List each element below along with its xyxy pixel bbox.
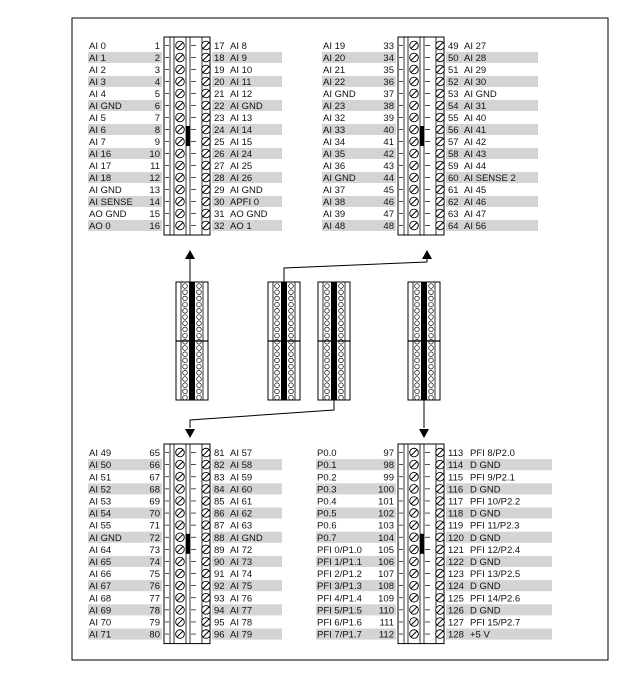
connection-line [190,400,334,428]
pin-number: 121 [448,544,464,556]
pin-number: 84 [214,484,225,496]
pin-label: AI 59 [230,472,253,484]
pin-label: AI 44 [464,161,487,172]
pin-label: AI 29 [464,65,487,76]
pin-number: 10 [149,149,160,160]
pin-label: AI 35 [323,149,346,160]
pin-number: 34 [383,53,394,64]
pin-number: 111 [379,617,394,629]
pin-number: 55 [448,113,459,124]
pin-label: AI 38 [323,197,346,208]
pin-number: 61 [448,185,459,196]
terminal-block-br [316,444,552,644]
terminal-connector [164,37,210,235]
pin-label: AI 31 [464,101,487,112]
pin-number: 87 [214,520,225,532]
pin-label: AO 1 [230,221,252,232]
terminal-block-tr [322,37,538,235]
pin-label: AI GND [323,89,356,100]
pin-number: 116 [448,484,464,496]
pin-number: 38 [383,101,394,112]
pin-number: 50 [448,53,459,64]
pin-number: 32 [214,221,225,232]
pin-label: AI 34 [323,137,346,148]
pin-number: 52 [448,77,459,88]
connection-arrows [185,250,432,438]
pin-number: 60 [448,173,459,184]
pin-number: 123 [448,569,464,581]
pin-label: AI 78 [230,617,253,629]
pin-number: 17 [214,41,225,52]
pin-number: 94 [214,605,225,617]
pin-number: 78 [149,605,160,617]
pin-label: AI 41 [464,125,487,136]
pin-number: 117 [448,496,464,508]
pin-number: 96 [214,629,225,641]
pin-label: AI 13 [230,113,253,124]
pin-number: 108 [378,581,394,593]
pin-number: 21 [214,89,225,100]
pin-number: 66 [149,460,160,472]
pin-number: 67 [149,472,160,484]
pin-number: 4 [154,77,160,88]
pin-label: P0.1 [317,460,337,472]
pin-label: D GND [470,460,501,472]
pin-number: 107 [378,569,394,581]
pin-label: AI 54 [89,508,112,520]
pin-label: PFI 10/P2.2 [470,496,521,508]
pin-number: 57 [448,137,459,148]
pin-number: 128 [448,629,464,641]
pin-label: AI 36 [323,161,346,172]
pin-label: AI 65 [89,557,112,568]
row-shade [446,76,538,87]
pin-label: AI 60 [230,484,253,496]
pin-number: 103 [378,520,394,532]
pin-label: AI 55 [89,520,112,532]
pin-number: 18 [214,53,225,64]
pin-label: AO 0 [89,221,111,232]
pin-number: 56 [448,125,459,136]
pin-number: 106 [378,557,394,568]
pin-label: AI GND [230,101,263,112]
pin-label: AI 70 [89,617,112,629]
pin-number: 118 [448,508,464,520]
pin-number: 88 [214,532,225,544]
pin-label: AI 47 [464,209,487,220]
pin-label: AI 22 [323,77,346,88]
pin-number: 3 [154,65,160,76]
pin-label: P0.3 [317,484,337,496]
pin-number: 6 [154,101,160,112]
pin-number: 47 [383,209,394,220]
pin-number: 45 [383,185,394,196]
pin-label: AI 10 [230,65,253,76]
pin-label: AI 19 [323,41,346,52]
connector-strip-3 [318,282,350,400]
pin-number: 110 [378,605,394,617]
pin-label: AI 21 [323,65,346,76]
terminal-block-tl [88,37,282,235]
pin-label: AI 72 [230,544,253,556]
pin-number: 75 [149,569,160,581]
pin-label: P0.6 [317,520,337,532]
pin-number: 43 [383,161,394,172]
pin-label: AI 66 [89,569,112,581]
pin-number: 92 [214,581,225,593]
row-shade [446,52,538,63]
pin-number: 20 [214,77,225,88]
pin-label: PFI 7/P1.7 [317,629,362,641]
pin-label: AI 39 [323,209,346,220]
row-shade [446,196,538,207]
pin-label: AI 76 [230,593,253,605]
pin-label: D GND [470,557,501,568]
pin-number: 63 [448,209,459,220]
pin-number: 23 [214,113,225,124]
pin-number: 27 [214,161,225,172]
row-shade [446,148,538,159]
connector-strips [176,282,440,400]
pin-number: 15 [149,209,160,220]
pin-label: P0.4 [317,496,337,508]
pin-label: AI 11 [230,77,252,88]
pin-label: AI 67 [89,581,112,593]
pin-number: 8 [154,125,160,136]
pin-number: 49 [448,41,459,52]
pin-label: AI 46 [464,197,487,208]
pin-number: 12 [149,173,160,184]
pin-number: 36 [383,77,394,88]
pin-label: PFI 1/P1.1 [317,557,362,568]
pin-number: 62 [448,197,459,208]
arrow-head-icon [185,429,195,438]
pin-number: 81 [214,448,225,460]
pin-label: AI 61 [230,496,253,508]
pin-label: AI 28 [464,53,487,64]
pin-label: AI 2 [89,65,106,76]
pin-number: 9 [154,137,160,148]
pin-number: 122 [448,557,464,568]
pin-number: 79 [149,617,160,629]
pin-label: +5 V [470,629,490,641]
row-shade [446,124,538,135]
pin-number: 11 [150,161,160,172]
pin-number: 42 [383,149,394,160]
pin-label: AI GND [230,185,263,196]
pin-label: AI GND [230,532,263,544]
pin-label: PFI 5/P1.5 [317,605,362,617]
pin-number: 35 [383,65,394,76]
pin-label: AI 32 [323,113,346,124]
pin-number: 113 [448,448,464,460]
pin-number: 46 [383,197,394,208]
pin-number: 58 [448,149,459,160]
pin-label: AI GND [323,173,356,184]
pin-label: D GND [470,508,501,520]
pin-label: AI 25 [230,161,253,172]
row-shade [446,100,538,111]
pin-number: 13 [149,185,160,196]
pin-number: 89 [214,544,225,556]
pin-number: 24 [214,125,225,136]
arrow-head-icon [422,250,432,259]
pin-label: AI 12 [230,89,253,100]
pin-number: 114 [448,460,464,472]
pin-label: AI 37 [323,185,346,196]
terminal-connector [164,444,210,644]
pin-label: AI 51 [89,472,112,484]
pin-number: 22 [214,101,225,112]
pin-label: AI 74 [230,569,253,581]
pin-label: AI 33 [323,125,346,136]
pin-number: 80 [149,629,160,641]
pin-label: AI 50 [89,460,112,472]
pin-number: 104 [378,532,394,544]
pin-label: AI 45 [464,185,487,196]
pin-number: 51 [448,65,459,76]
pin-label: AI 52 [89,484,112,496]
pin-number: 39 [383,113,394,124]
pin-number: 40 [383,125,394,136]
pin-label: AI 6 [89,125,106,136]
pin-number: 119 [448,520,464,532]
pin-number: 73 [149,544,160,556]
pin-number: 109 [378,593,394,605]
arrow-head-icon [419,429,429,438]
pin-number: 59 [448,161,459,172]
pin-number: 69 [149,496,160,508]
connection-line [284,258,427,282]
pin-label: AI 48 [323,221,346,232]
pin-label: AO GND [89,209,127,220]
pin-number: 126 [448,605,464,617]
pin-label: AO GND [230,209,268,220]
pin-label: AI 63 [230,520,253,532]
pin-label: PFI 4/P1.4 [317,593,362,605]
pin-number: 82 [214,460,225,472]
pin-label: AI 53 [89,496,112,508]
pin-label: AI 14 [230,125,253,136]
pin-number: 120 [448,532,464,544]
pin-label: D GND [470,581,501,593]
pin-number: 19 [214,65,225,76]
pin-label: AI GND [89,185,122,196]
pin-label: P0.7 [317,532,337,544]
pin-number: 16 [149,221,160,232]
pin-number: 100 [378,484,394,496]
pin-number: 7 [154,113,160,124]
pin-number: 115 [448,472,464,484]
pin-label: AI 64 [89,544,112,556]
pin-label: PFI 0/P1.0 [317,544,362,556]
pin-number: 33 [383,41,394,52]
connector-strip-4 [408,282,440,400]
pin-label: AI GND [464,89,497,100]
pin-label: AI 23 [323,101,346,112]
pin-label: PFI 8/P2.0 [470,448,515,460]
pin-label: PFI 9/P2.1 [470,472,515,484]
pin-label: AI 57 [230,448,253,460]
pin-number: 125 [448,593,464,605]
pin-label: PFI 13/P2.5 [470,569,521,581]
pin-number: 102 [378,508,394,520]
pin-number: 105 [378,544,394,556]
pin-label: AI 9 [230,53,247,64]
pin-number: 93 [214,593,225,605]
pin-label: AI 75 [230,581,253,593]
pin-label: AI 42 [464,137,487,148]
pin-label: AI 71 [89,629,112,641]
pin-label: AI 26 [230,173,253,184]
pin-label: AI 49 [89,448,112,460]
pin-label: PFI 3/P1.3 [317,581,362,593]
pin-number: 14 [149,197,160,208]
pin-label: APFI 0 [230,197,260,208]
pin-label: AI 0 [89,41,106,52]
arrow-head-icon [185,250,195,259]
pin-label: AI 7 [89,137,106,148]
pin-label: AI 4 [89,89,106,100]
terminal-block-bl [88,444,282,644]
pin-label: AI 27 [464,41,487,52]
pin-number: 29 [214,185,225,196]
pin-label: PFI 15/P2.7 [470,617,521,629]
pin-number: 101 [378,496,394,508]
pin-number: 54 [448,101,459,112]
pin-number: 90 [214,557,225,568]
pin-number: 71 [149,520,160,532]
pin-label: AI 43 [464,149,487,160]
pin-number: 5 [154,89,160,100]
pin-label: AI 8 [230,41,247,52]
pin-number: 77 [149,593,160,605]
pin-number: 1 [154,41,160,52]
pin-label: AI 20 [323,53,346,64]
pin-label: AI 58 [230,460,253,472]
pin-number: 64 [448,221,459,232]
pin-number: 25 [214,137,225,148]
connector-strip-1 [176,282,208,400]
pin-label: AI 62 [230,508,253,520]
pin-label: AI 77 [230,605,253,617]
pin-label: AI 56 [464,221,487,232]
row-shade [446,220,538,231]
pin-label: AI 1 [89,53,106,64]
pin-label: AI 17 [89,161,112,172]
pin-label: PFI 2/P1.2 [317,569,362,581]
pin-label: AI 18 [89,173,112,184]
pin-number: 65 [149,448,160,460]
pin-number: 72 [149,532,160,544]
pin-number: 31 [214,209,225,220]
pin-number: 124 [448,581,464,593]
pin-label: AI 5 [89,113,106,124]
pin-label: AI SENSE [89,197,133,208]
pin-label: PFI 6/P1.6 [317,617,362,629]
pin-label: D GND [470,605,501,617]
pin-number: 98 [383,460,394,472]
pin-number: 112 [378,629,394,641]
pin-number: 2 [154,53,160,64]
pin-label: P0.5 [317,508,337,520]
pin-number: 86 [214,508,225,520]
pin-label: AI GND [89,101,122,112]
pin-label: P0.2 [317,472,337,484]
pin-label: AI 40 [464,113,487,124]
pin-label: PFI 11/P2.3 [470,520,520,532]
pin-label: AI SENSE 2 [464,173,516,184]
pin-label: AI 30 [464,77,487,88]
pin-number: 68 [149,484,160,496]
pin-number: 30 [214,197,225,208]
pin-number: 85 [214,496,225,508]
pin-label: PFI 14/P2.6 [470,593,521,605]
pin-number: 37 [383,89,394,100]
pin-label: AI GND [89,532,122,544]
pin-label: AI 16 [89,149,112,160]
pin-number: 28 [214,173,225,184]
terminal-connector [398,37,444,235]
terminal-connector [398,444,444,644]
pin-number: 70 [149,508,160,520]
connector-strip-2 [268,282,300,400]
pin-label: PFI 12/P2.4 [470,544,521,556]
pin-number: 41 [383,137,394,148]
pin-number: 127 [448,617,464,629]
pin-label: D GND [470,484,501,496]
pin-number: 97 [383,448,394,460]
pin-label: AI 24 [230,149,253,160]
pin-label: AI 73 [230,557,253,568]
pin-label: AI 3 [89,77,106,88]
pin-label: AI 68 [89,593,112,605]
pin-label: D GND [470,532,501,544]
pin-number: 95 [214,617,225,629]
pin-number: 91 [214,569,225,581]
pin-number: 76 [149,581,160,593]
pin-number: 74 [149,557,160,568]
pin-number: 44 [383,173,394,184]
pin-label: AI 69 [89,605,112,617]
pin-number: 48 [383,221,394,232]
pin-label: AI 79 [230,629,253,641]
pin-label: P0.0 [317,448,337,460]
pin-number: 83 [214,472,225,484]
pin-number: 53 [448,89,459,100]
pin-number: 26 [214,149,225,160]
pin-number: 99 [383,472,394,484]
pin-label: AI 15 [230,137,253,148]
